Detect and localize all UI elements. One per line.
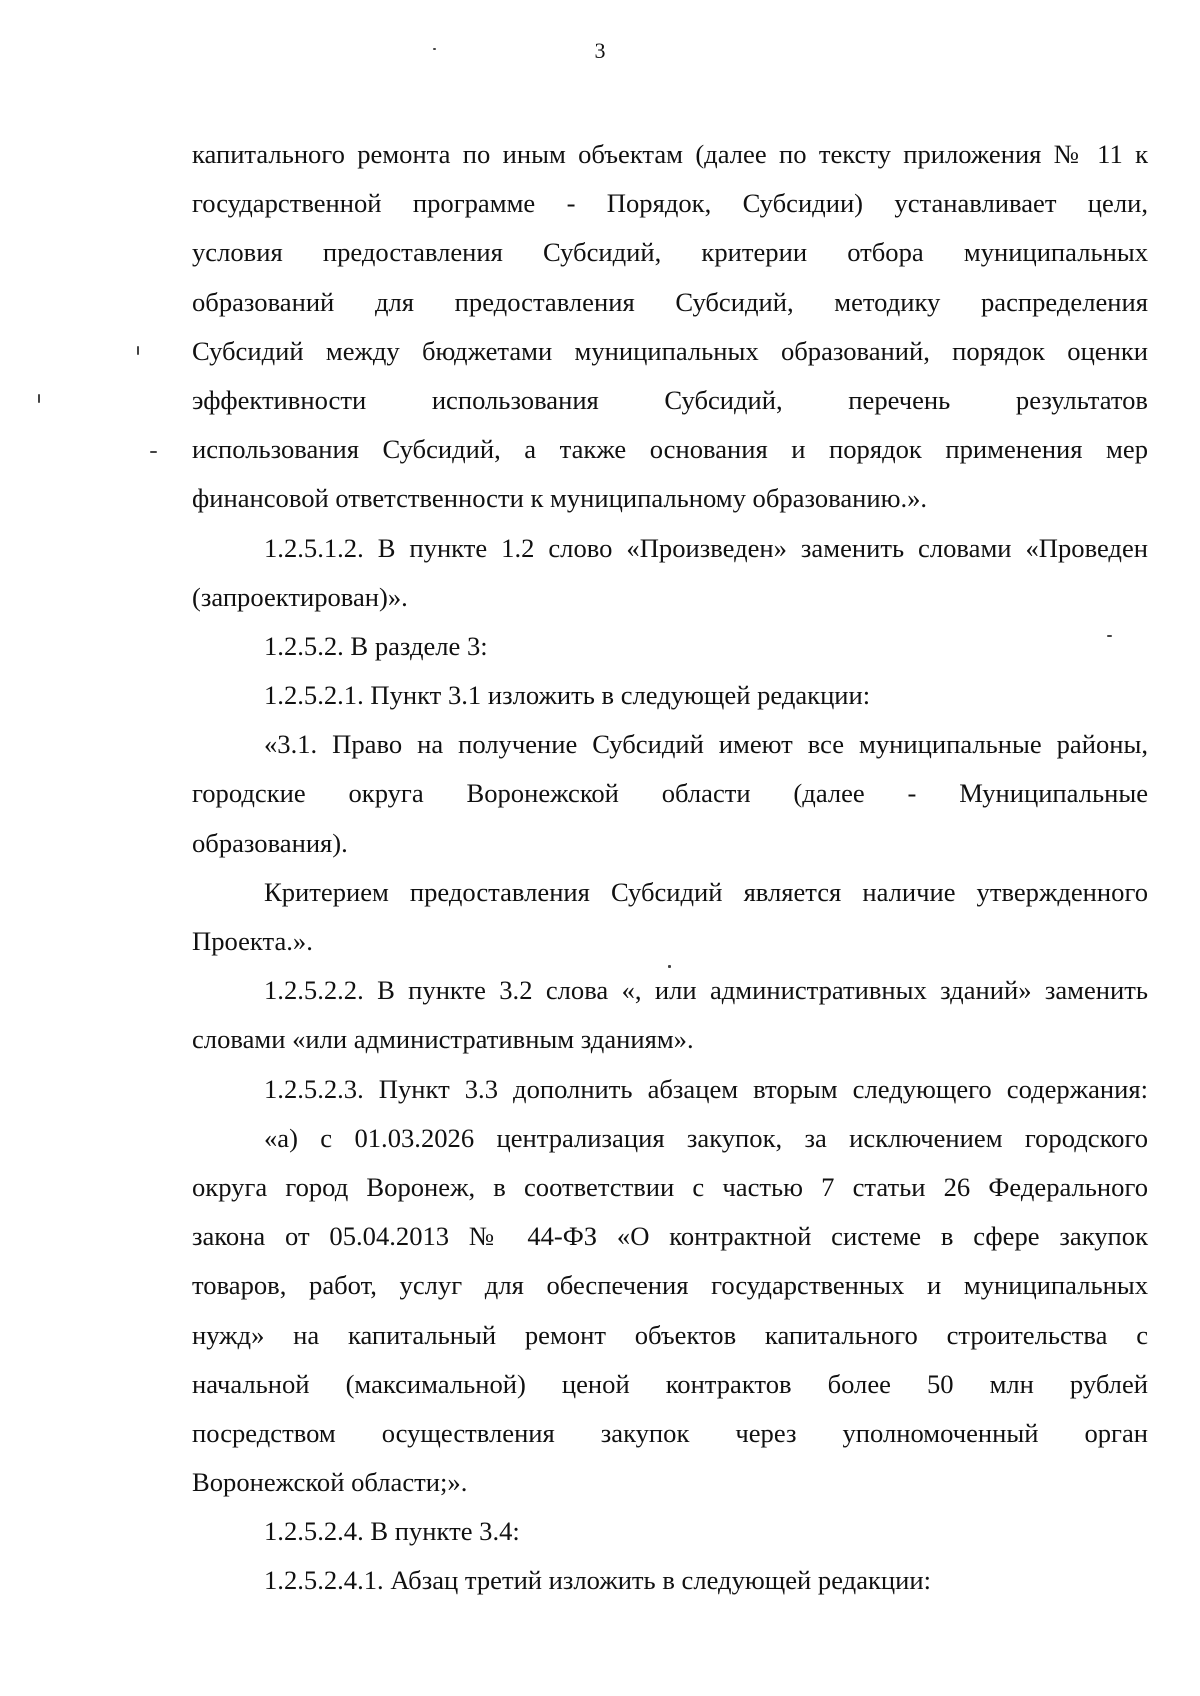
text-line: Критерием предоставления Субсидий является наличие утвержденного (264, 876, 1148, 907)
text-line: образования). (192, 827, 348, 858)
text-line: эффективности использования Субсидий, перечень результатов (192, 384, 1148, 415)
text-line: «а) с 01.03.2026 централизация закупок, за исключением городского (264, 1122, 1148, 1153)
scan-mark (433, 48, 436, 50)
text-line: закона от 05.04.2013 № 44-ФЗ «О контрактной системе в сфере закупок (192, 1221, 1148, 1252)
text-line: нужд» на капитальный ремонт объектов капитального строительства с (192, 1319, 1148, 1350)
text-line: государственной программе - Порядок, Субсидии) устанавливает цели, (192, 188, 1148, 219)
text-line: 1.2.5.2.2. В пункте 3.2 слова «, или административных зданий» заменить (264, 975, 1148, 1006)
text-line: Воронежской области;». (192, 1467, 468, 1498)
text-line: Проекта.». (192, 926, 313, 956)
text-line: 1.2.5.2.4. В пункте 3.4: (264, 1516, 520, 1547)
text-line: округа город Воронеж, в соответствии с частью 7 статьи 26 Федерального (192, 1171, 1148, 1202)
scan-mark (38, 394, 40, 403)
text-line: использования Субсидий, а также основания и порядок применения мер (192, 434, 1148, 465)
text-line: 1.2.5.2.3. Пункт 3.3 дополнить абзацем вторым следующего содержания: (264, 1073, 1148, 1104)
text-line: 1.2.5.2. В разделе 3: (264, 630, 488, 661)
text-line: начальной (максимальной) ценой контрактов более 50 млн рублей (192, 1368, 1148, 1399)
text-line: (запроектирован)». (192, 581, 408, 612)
scan-mark (137, 346, 139, 355)
text-line: словами «или административным зданиям». (192, 1024, 694, 1055)
page-number: 3 (594, 38, 606, 63)
text-line: «3.1. Право на получение Субсидий имеют все муниципальные районы, (264, 729, 1148, 760)
text-line: товаров, работ, услуг для обеспечения государственных и муниципальных (192, 1270, 1148, 1301)
text-line: посредством осуществления закупок через уполномоченный орган (192, 1417, 1148, 1448)
scan-mark (150, 451, 157, 453)
text-line: 1.2.5.2.1. Пункт 3.1 изложить в следующей редакции: (264, 680, 871, 711)
text-line: финансовой ответственности к муниципальному образованию.». (192, 483, 928, 514)
text-line: городские округа Воронежской области (далее - Муниципальные (192, 778, 1148, 809)
text-line: 1.2.5.2.4.1. Абзац третий изложить в следующей редакции: (264, 1565, 931, 1596)
document-body (192, 130, 1148, 1606)
text-line: капитального ремонта по иным объектам (далее по тексту приложения № 11 к (192, 139, 1148, 169)
text-line: Субсидий между бюджетами муниципальных образований, порядок оценки (192, 335, 1148, 366)
text-line: образований для предоставления Субсидий, методику распределения (192, 286, 1148, 317)
text-line: 1.2.5.1.2. В пункте 1.2 слово «Произведен» заменить словами «Проведен (264, 532, 1148, 563)
text-line: условия предоставления Субсидий, критерии отбора муниципальных (192, 237, 1148, 268)
